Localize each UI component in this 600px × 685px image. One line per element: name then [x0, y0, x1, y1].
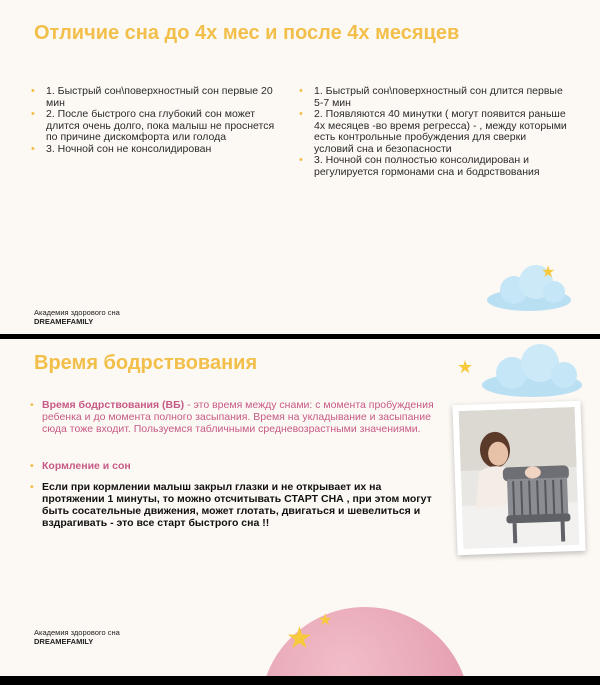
list-item: • 3. Ночной сон полностью консолидирован и регулируется гормонами сна и бодрствования [298, 155, 568, 178]
mother-baby-crib-photo [459, 407, 580, 549]
list-item: • 2. Появляются 40 минутки ( могут появится раньше 4х месяцев -во время регресса) - , между которыми есть контрольные пробуждения для сверки условий сна и безопасности [298, 109, 568, 155]
star-icon: ★ [541, 264, 556, 281]
photo-frame [452, 401, 585, 555]
star-icon: ★ [286, 622, 313, 655]
footer-brand: DREAMEFAMILY [34, 317, 94, 326]
footer [34, 308, 120, 326]
footer [34, 628, 120, 646]
sleep-start-paragraph: • Если при кормлении малыш закрыл глазки и не открывает их на протяжении 1 минуты, то можно отсчитывать СТАРТ СНА , при этом могут быть сосательные движения, может глотать, двигаться и шевелиться и вздрагивать - это все старт быстрого сна !! [30, 481, 432, 529]
list-item: • 2. После быстрого сна глубокий сон может длится очень долго, пока малыш не проснется по причине дискомфорта или голода [30, 109, 280, 144]
list-item: • 3. Ночной сон не консолидирован [30, 144, 280, 156]
footer-academy: Академия здорового сна [34, 628, 120, 637]
slide-2-title: Время бодрствования [34, 352, 258, 374]
left-column-list [30, 86, 280, 155]
awake-time-paragraph [30, 399, 440, 435]
list-item: • 1. Быстрый сон\поверхностный сон длится первые 5-7 мин [298, 86, 568, 109]
awake-time-term: Время бодрствования (ВБ) [42, 399, 185, 411]
bullet-icon: • [30, 481, 34, 493]
cloud-icon [484, 262, 574, 312]
awake-time-text: - это время между снами: с момента пробуждения ребенка и до момента полного засыпания. Время на укладывание и засыпание сюда тоже входит. Пользуемся табличными средневозрастными значениями. [42, 399, 434, 435]
star-icon: ★ [318, 612, 333, 629]
bullet-icon: • [30, 460, 34, 472]
list-item: • 1. Быстрый сон\поверхностный сон первые 20 мин [30, 86, 280, 109]
footer-brand: DREAMEFAMILY [34, 637, 94, 646]
feeding-heading: • Кормление и сон [30, 460, 131, 472]
slide-2 [0, 339, 600, 676]
slide-1-title: Отличие сна до 4х мес и после 4х месяцев [34, 22, 460, 44]
slide-1 [0, 0, 600, 334]
bullet-icon: • [30, 399, 34, 411]
right-column-list [298, 86, 568, 178]
star-icon: ★ [457, 357, 474, 377]
footer-academy: Академия здорового сна [34, 308, 120, 317]
cloud-icon [474, 343, 584, 399]
